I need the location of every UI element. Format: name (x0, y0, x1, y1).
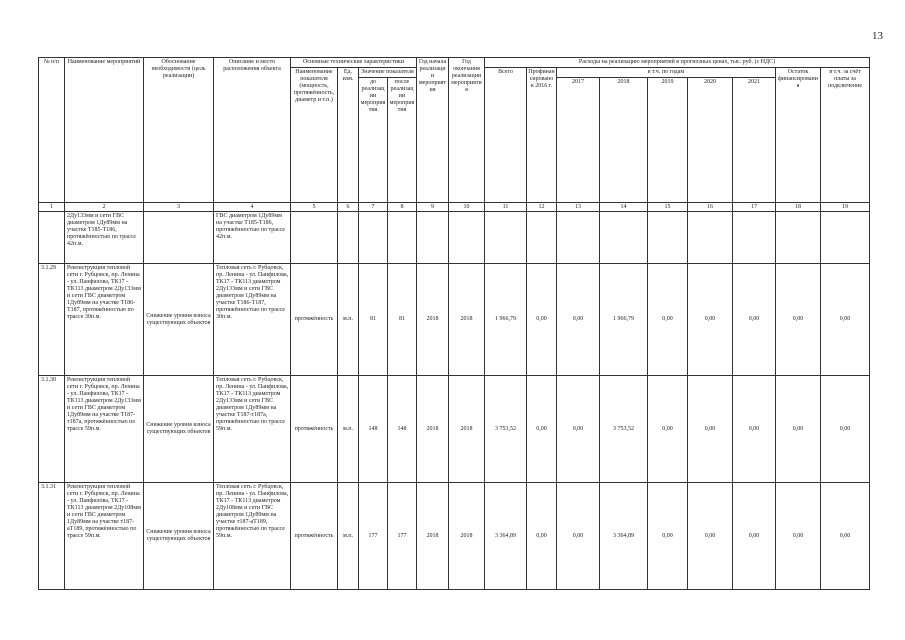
header-year-2020: 2020 (688, 78, 733, 203)
row-cell: 0,00 (688, 264, 733, 376)
index-cell: 10 (449, 203, 485, 212)
row-cell (527, 212, 557, 264)
row-cell: 0,00 (733, 483, 776, 590)
table-row (39, 483, 870, 590)
row-cell: 0,00 (776, 376, 821, 483)
index-cell: 16 (688, 203, 733, 212)
header-description: Описание и место расположения объекта (214, 58, 291, 203)
header-year-end: Год окончания реализации мероприятия (449, 58, 485, 203)
row-cell: 2018 (449, 483, 485, 590)
index-cell: 11 (485, 203, 527, 212)
row-cell (388, 212, 417, 264)
header-total: Всего (485, 68, 527, 203)
row-cell: 0,00 (733, 264, 776, 376)
row-cell (449, 212, 485, 264)
row-cell: 81 (388, 264, 417, 376)
index-cell: 12 (527, 203, 557, 212)
header-justification: Обоснование необходимости (цель реализации) (144, 58, 214, 203)
header-remaining: Остаток финансирования (776, 68, 821, 203)
row-description: Тепловая сеть г. Рубцовск, пр. Ленина - ул. Панфилова, ТК17 - ТК113 диаметром 2Ду133мм и сети ГВС диаметром 1Ду89мм на участке Т187-т187а, протяжённостью по трассе 59п.м. (214, 376, 291, 483)
header-tech-name: Наименование показателя (мощность, протяжённость, диаметр и т.п.) (291, 68, 338, 203)
row-cell: протяжённость (291, 483, 338, 590)
investment-program-table (38, 57, 870, 590)
row-cell: 0,00 (821, 376, 870, 483)
row-cell: 0,00 (821, 483, 870, 590)
index-cell: 9 (417, 203, 449, 212)
row-name: Реконструкция тепловой сети г. Рубцовск, пр. Ленина - ул. Панфилова, ТК17 - ТК113 диаметром 2Ду108мм и сети ГВС диаметром 1Ду89мм на участке т187-аТ189, протяжённостью по трассе 59п.м. (65, 483, 144, 590)
header-row-1 (39, 58, 870, 68)
index-cell: 8 (388, 203, 417, 212)
row-cell (688, 212, 733, 264)
table-row (39, 264, 870, 376)
row-description: Тепловая сеть г. Рубцовск, пр. Ленина - ул. Панфилова, ТК17 - ТК113 диаметром 2Ду133мм и сети ГВС диаметром 1Ду89мм на участке Т186-Т187, протяжённостью по трассе 30п.м. (214, 264, 291, 376)
header-year-2018: 2018 (600, 78, 648, 203)
header-costs-group: Расходы на реализацию мероприятий в прогнозных ценах, тыс. руб. (с НДС) (485, 58, 870, 68)
row-cell (821, 212, 870, 264)
row-cell (733, 212, 776, 264)
row-cell: 2018 (449, 376, 485, 483)
row-cell (291, 212, 338, 264)
index-cell: 15 (648, 203, 688, 212)
index-cell: 6 (338, 203, 359, 212)
row-cell (417, 212, 449, 264)
row-cell: 0,00 (648, 376, 688, 483)
header-year-2021: 2021 (733, 78, 776, 203)
row-description: ГВС диаметром 1Ду89мм на участке Т185-Т186, протяжённостью по трассе 42п.м. (214, 212, 291, 264)
index-cell: 4 (214, 203, 291, 212)
row-cell: 0,00 (527, 483, 557, 590)
row-cell: 3 753,52 (485, 376, 527, 483)
index-cell: 7 (359, 203, 388, 212)
row-cell: 0,00 (648, 483, 688, 590)
row-cell: 1 966,79 (485, 264, 527, 376)
header-fee-part: в т.ч. за счёт платы за подключение (821, 68, 870, 203)
row-cell: 0,00 (557, 264, 600, 376)
table-row (39, 212, 870, 264)
row-number: 3.1.30 (39, 376, 65, 483)
row-cell: 3 753,52 (600, 376, 648, 483)
row-cell: м.п. (338, 483, 359, 590)
row-cell (359, 212, 388, 264)
header-tech-value: Значение показателя (359, 68, 417, 78)
row-cell: 0,00 (733, 376, 776, 483)
row-number: 3.1.31 (39, 483, 65, 590)
row-cell: м.п. (338, 376, 359, 483)
row-cell: 2018 (417, 376, 449, 483)
row-cell: м.п. (338, 264, 359, 376)
header-tech-group: Основные технические характеристики (291, 58, 417, 68)
row-cell: 0,00 (821, 264, 870, 376)
row-cell: 2018 (417, 264, 449, 376)
header-by-years: в т.ч. по годам (557, 68, 776, 78)
row-name: 2Ду133мм и сети ГВС диаметром 1Ду89мм на участке Т185-Т186, протяжённостью по трассе 42п.м. (65, 212, 144, 264)
header-year-2017: 2017 (557, 78, 600, 203)
row-cell: 177 (388, 483, 417, 590)
row-cell: 1 966,79 (600, 264, 648, 376)
row-cell (600, 212, 648, 264)
index-cell: 17 (733, 203, 776, 212)
row-justification (144, 212, 214, 264)
row-name: Реконструкция тепловой сети г. Рубцовск, пр. Ленина - ул. Панфилова, ТК17 - ТК113 диаметром 2Ду133мм и сети ГВС диаметром 1Ду89мм на участке Т187-т187а, протяжённостью по трассе 59п.м. (65, 376, 144, 483)
row-justification: Снижение уровня износа существующих объектов (144, 483, 214, 590)
row-cell: 3 364,89 (600, 483, 648, 590)
row-cell: 0,00 (557, 483, 600, 590)
header-year-start: Год начала реализации мероприятия (417, 58, 449, 203)
row-cell (557, 212, 600, 264)
header-name: Наименование мероприятий (65, 58, 144, 203)
row-cell: 3 364,89 (485, 483, 527, 590)
row-name: Реконструкция тепловой сети г. Рубцовск, пр. Ленина - ул. Панфилова, ТК17 - ТК113 диаметром 2Ду133мм и сети ГВС диаметром 1Ду89мм на участке Т186-Т187, протяжённостью по трассе 30п.м. (65, 264, 144, 376)
header-financed-2016: Профинансировано к 2016 г. (527, 68, 557, 203)
row-cell: 2018 (449, 264, 485, 376)
row-cell: 0,00 (648, 264, 688, 376)
index-cell: 2 (65, 203, 144, 212)
row-cell: 81 (359, 264, 388, 376)
page-number: 13 (872, 30, 883, 42)
row-cell: 0,00 (688, 483, 733, 590)
index-cell: 19 (821, 203, 870, 212)
header-year-2019: 2019 (648, 78, 688, 203)
row-cell: 0,00 (776, 483, 821, 590)
header-tech-unit: Ед. изм. (338, 68, 359, 203)
row-cell: протяжённость (291, 264, 338, 376)
row-cell: 148 (359, 376, 388, 483)
index-cell: 5 (291, 203, 338, 212)
row-justification: Снижение уровня износа существующих объектов (144, 264, 214, 376)
index-cell: 18 (776, 203, 821, 212)
index-cell: 13 (557, 203, 600, 212)
row-cell (648, 212, 688, 264)
row-cell (776, 212, 821, 264)
row-number (39, 212, 65, 264)
index-cell: 14 (600, 203, 648, 212)
header-num: № п/п (39, 58, 65, 203)
row-cell: 0,00 (557, 376, 600, 483)
header-tech-before: до реализации мероприятия (359, 78, 388, 203)
index-cell: 1 (39, 203, 65, 212)
row-cell: 177 (359, 483, 388, 590)
row-cell: 0,00 (688, 376, 733, 483)
row-justification: Снижение уровня износа существующих объектов (144, 376, 214, 483)
row-description: Тепловая сеть г. Рубцовск, пр. Ленина - ул. Панфилова, ТК17 - ТК113 диаметром 2Ду108мм и сети ГВС диаметром 1Ду89мм на участке т187-аТ189, протяжённостью по трассе 59п.м. (214, 483, 291, 590)
row-cell: протяжённость (291, 376, 338, 483)
header-tech-after: после реализации мероприятия (388, 78, 417, 203)
table-row (39, 376, 870, 483)
row-cell (485, 212, 527, 264)
row-cell: 2018 (417, 483, 449, 590)
row-cell: 0,00 (776, 264, 821, 376)
row-cell: 0,00 (527, 376, 557, 483)
row-cell: 148 (388, 376, 417, 483)
row-number: 3.1.29 (39, 264, 65, 376)
index-cell: 3 (144, 203, 214, 212)
index-row (39, 203, 870, 212)
row-cell (338, 212, 359, 264)
row-cell: 0,00 (527, 264, 557, 376)
